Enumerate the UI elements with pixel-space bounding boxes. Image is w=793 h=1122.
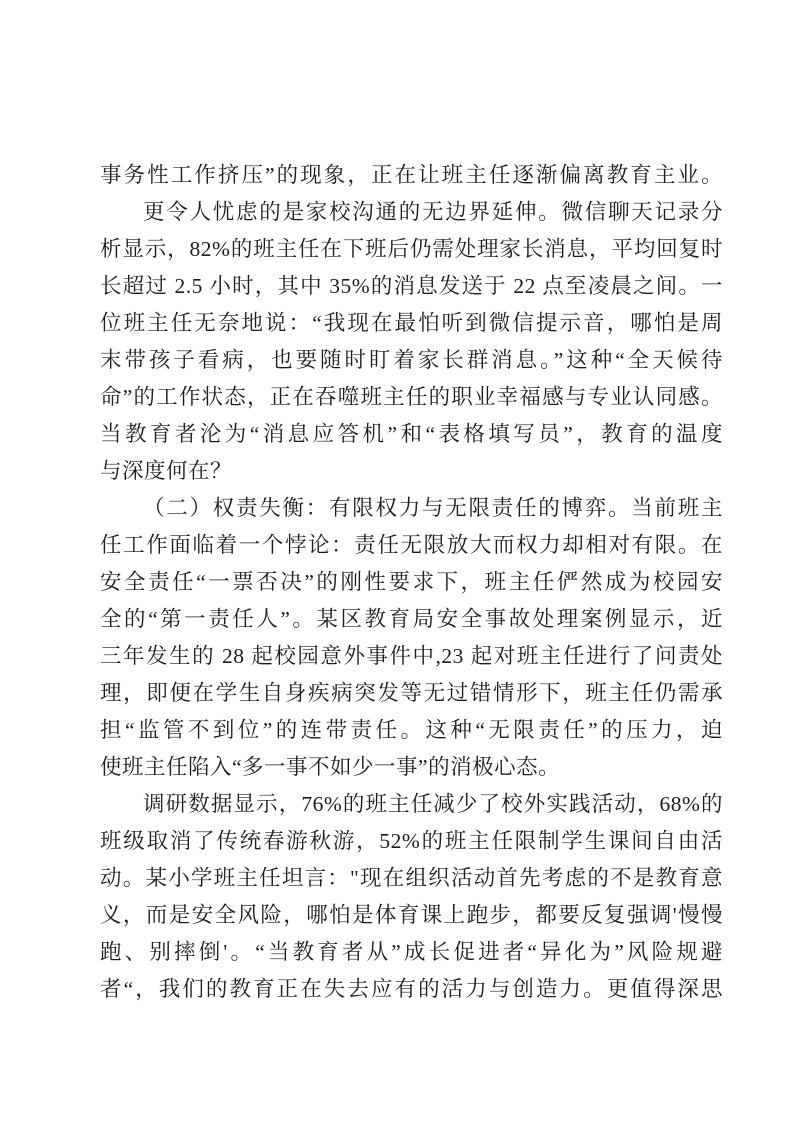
text-line: 与深度何在？ bbox=[100, 459, 233, 483]
text-line: 者“，我们的教育正在失去应有的活力与创造力。更值得深思 bbox=[100, 977, 723, 1001]
text-line: 更令人忧虑的是家校沟通的无边界延伸。微信聊天记录分 bbox=[143, 200, 723, 224]
text-line: 任工作面临着一个悖论：责任无限放大而权力却相对有限。在 bbox=[100, 533, 723, 557]
text-line: 调研数据显示，76%的班主任减少了校外实践活动，68%的 bbox=[143, 792, 723, 816]
text-line: 析显示，82%的班主任在下班后仍需处理家长消息，平均回复时 bbox=[100, 237, 723, 261]
text-line: 理，即便在学生自身疾病突发等无过错情形下，班主任仍需承 bbox=[100, 681, 723, 705]
text-line: 担“监管不到位”的连带责任。这种“无限责任”的压力，迫 bbox=[100, 718, 723, 742]
text-line: 班级取消了传统春游秋游，52%的班主任限制学生课间自由活 bbox=[100, 829, 723, 853]
text-line: 位班主任无奈地说：“我现在最怕听到微信提示音，哪怕是周 bbox=[100, 311, 723, 335]
text-line: 当教育者沦为“消息应答机”和“表格填写员”，教育的温度 bbox=[100, 422, 723, 446]
document-text-block bbox=[100, 157, 723, 1008]
text-line: 义，而是安全风险，哪怕是体育课上跑步，都要反复强调'慢慢 bbox=[100, 903, 723, 927]
text-line: 动。某小学班主任坦言："现在组织活动首先考虑的不是教育意 bbox=[100, 866, 723, 890]
text-line: 命”的工作状态，正在吞噬班主任的职业幸福感与专业认同感。 bbox=[100, 385, 723, 409]
text-line: （二）权责失衡：有限权力与无限责任的博弈。当前班主 bbox=[143, 496, 723, 520]
text-line: 安全责任“一票否决”的刚性要求下，班主任俨然成为校园安 bbox=[100, 570, 723, 594]
text-line: 全的“第一责任人”。某区教育局安全事故处理案例显示，近 bbox=[100, 607, 723, 631]
text-line: 三年发生的 28 起校园意外事件中,23 起对班主任进行了问责处 bbox=[100, 644, 723, 668]
text-line: 跑、别摔倒'。“当教育者从”成长促进者“异化为”风险规避 bbox=[100, 940, 723, 964]
text-line: 使班主任陷入“多一事不如少一事”的消极心态。 bbox=[100, 755, 561, 779]
text-line: 长超过 2.5 小时，其中 35%的消息发送于 22 点至凌晨之间。一 bbox=[100, 274, 723, 298]
text-line: 末带孩子看病，也要随时盯着家长群消息。”这种“全天候待 bbox=[100, 348, 723, 372]
text-line: 事务性工作挤压”的现象，正在让班主任逐渐偏离教育主业。 bbox=[100, 163, 723, 187]
